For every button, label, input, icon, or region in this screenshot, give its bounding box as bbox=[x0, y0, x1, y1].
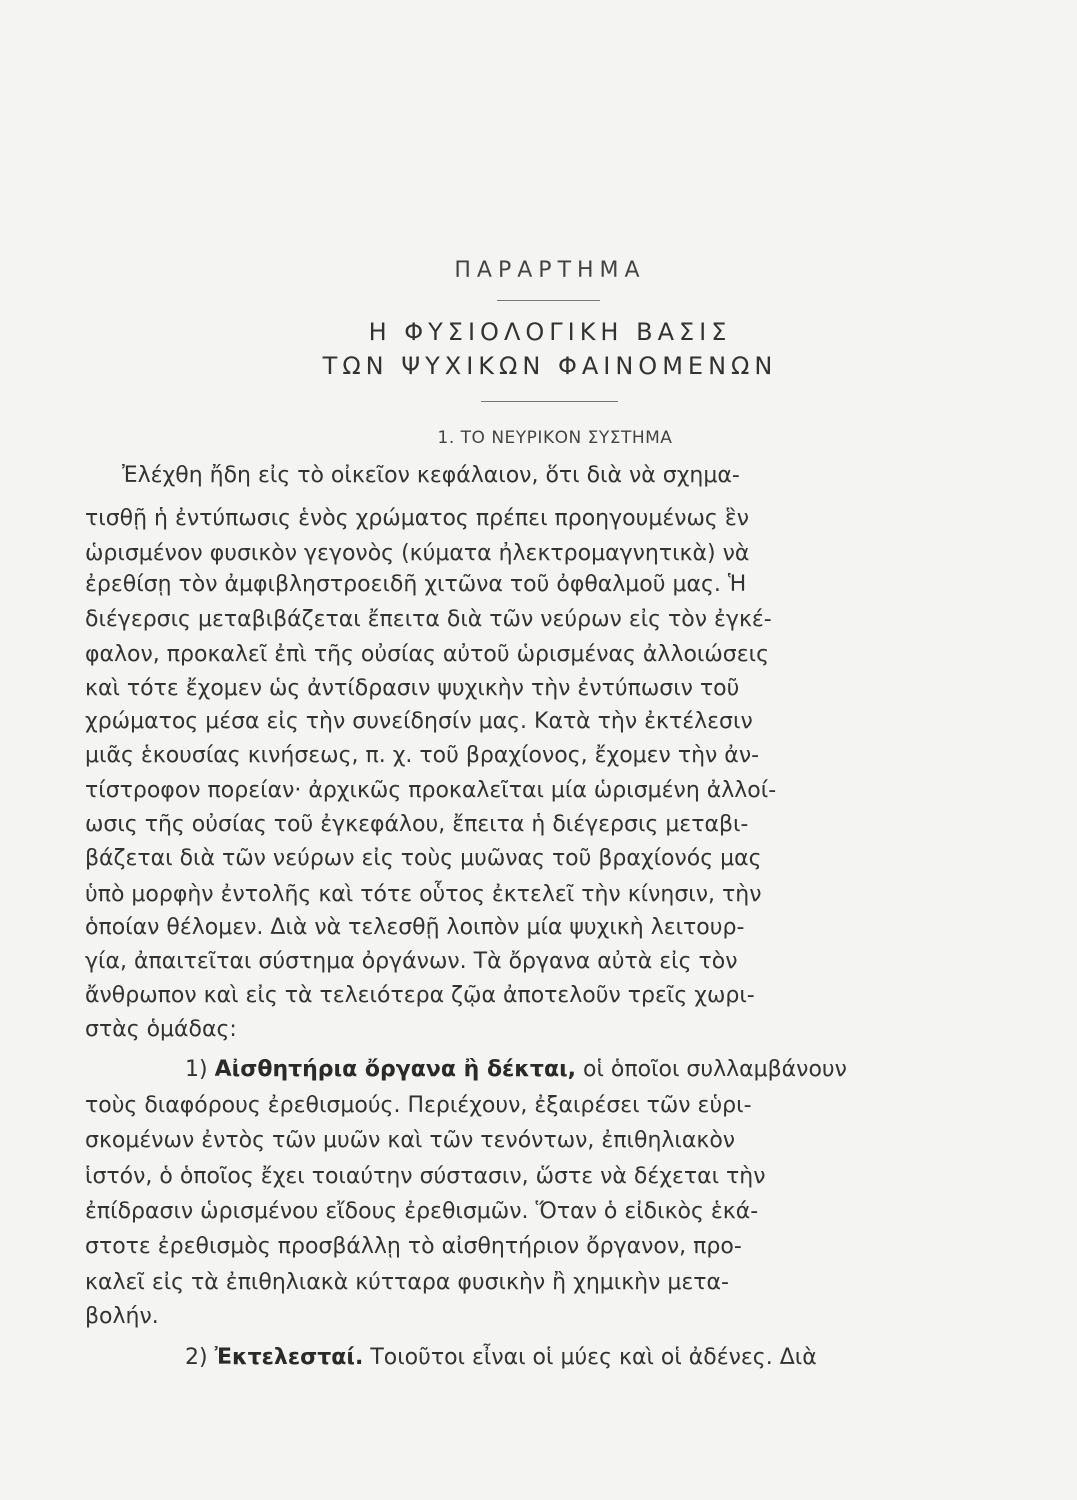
section-heading: 1. ΤΟ ΝΕΥΡΙΚΟΝ ΣΥΣΤΗΜΑ bbox=[437, 428, 673, 448]
text-line: τοὺς διαφόρους ἐρεθισμούς. Περιέχουν, ἐξαιρέσει τῶν εὑρι- bbox=[85, 1093, 752, 1118]
list-item-text: οἱ ὁποῖοι συλλαμβάνουν bbox=[583, 1057, 847, 1082]
list-item-term: Αἰσθητήρια ὄργανα ἢ δέκται, bbox=[214, 1057, 577, 1082]
text-line: καλεῖ εἰς τὰ ἐπιθηλιακὰ κύτταρα φυσικὴν ἢ χημικὴν μετα- bbox=[85, 1270, 729, 1295]
text-line: βολήν. bbox=[85, 1304, 159, 1329]
list-item-text: Τοιοῦτοι εἶναι οἱ μύες καὶ οἱ ἀδένες. Διὰ bbox=[370, 1345, 817, 1370]
list-item-number: 1) bbox=[185, 1057, 208, 1082]
text-line: γία, ἀπαιτεῖται σύστημα ὀργάνων. Τὰ ὄργανα αὐτὰ εἰς τὸν bbox=[85, 949, 738, 974]
text-line: ἐπίδρασιν ὡρισμένου εἴδους ἐρεθισμῶν. Ὅταν ὁ εἰδικὸς ἑκά- bbox=[85, 1199, 759, 1224]
text-line: ἐρεθίσῃ τὸν ἀμφιβληστροειδῆ χιτῶνα τοῦ ὀφθαλμοῦ μας. Ἡ bbox=[85, 572, 747, 597]
text-line: Ἐλέχθη ἤδη εἰς τὸ οἰκεῖον κεφάλαιον, ὅτι διὰ νὰ σχημα- bbox=[122, 463, 740, 488]
text-line: ὡρισμένον φυσικὸν γεγονὸς (κύματα ἠλεκτρομαγνητικὰ) νὰ bbox=[85, 541, 750, 566]
text-line: σκομένων ἐντὸς τῶν μυῶν καὶ τῶν τενόντων, ἐπιθηλιακὸν bbox=[85, 1128, 736, 1153]
text-line: μιᾶς ἑκουσίας κινήσεως, π. χ. τοῦ βραχίονος, ἔχομεν τὴν ἀν- bbox=[85, 743, 760, 768]
text-line: ὑπὸ μορφὴν ἐντολῆς καὶ τότε οὗτος ἐκτελεῖ τὴν κίνησιν, τὴν bbox=[85, 882, 762, 907]
text-line: ὁποίαν θέλομεν. Διὰ νὰ τελεσθῇ λοιπὸν μία ψυχικὴ λειτουρ- bbox=[85, 915, 745, 940]
text-line: στὰς ὁμάδας: bbox=[85, 1017, 237, 1042]
appendix-title: ΠΑΡΑΡΤΗΜΑ bbox=[454, 258, 646, 283]
divider-rule bbox=[481, 401, 618, 402]
text-line: ἱστόν, ὁ ὁποῖος ἔχει τοιαύτην σύστασιν, ὥστε νὰ δέχεται τὴν bbox=[85, 1164, 766, 1189]
text-line: βάζεται διὰ τῶν νεύρων εἰς τοὺς μυῶνας τοῦ βραχίονός μας bbox=[85, 846, 762, 871]
text-line: ωσις τῆς οὐσίας τοῦ ἐγκεφάλου, ἔπειτα ἡ διέγερσις μεταβι- bbox=[85, 812, 749, 837]
title-line-1: Η ΦΥΣΙΟΛΟΓΙΚΗ ΒΑΣΙΣ bbox=[368, 318, 732, 346]
text-line: ἄνθρωπον καὶ εἰς τὰ τελειότερα ζῷα ἀποτελοῦν τρεῖς χωρι- bbox=[85, 983, 755, 1008]
list-item-effectors bbox=[185, 1343, 817, 1373]
text-line: τισθῇ ἡ ἐντύπωσις ἑνὸς χρώματος πρέπει προηγουμένως ἓν bbox=[85, 506, 750, 531]
list-item-term: Ἐκτελεσταί. bbox=[214, 1345, 364, 1370]
text-line: στοτε ἐρεθισμὸς προσβάλλῃ τὸ αἰσθητήριον ὄργανον, προ- bbox=[85, 1234, 742, 1259]
list-item-number: 2) bbox=[185, 1345, 208, 1370]
title-line-2: ΤΩΝ ΨΥΧΙΚΩΝ ΦΑΙΝΟΜΕΝΩΝ bbox=[322, 352, 778, 380]
text-line: τίστροφον πορείαν· ἀρχικῶς προκαλεῖται μία ὡρισμένη ἀλλοί- bbox=[85, 778, 777, 803]
text-line: φαλον, προκαλεῖ ἐπὶ τῆς οὐσίας αὐτοῦ ὡρισμένας ἀλλοιώσεις bbox=[85, 642, 769, 667]
text-line: διέγερσις μεταβιβάζεται ἔπειτα διὰ τῶν νεύρων εἰς τὸν ἐγκέ- bbox=[85, 607, 772, 632]
text-line: καὶ τότε ἔχομεν ὡς ἀντίδρασιν ψυχικὴν τὴν ἐντύπωσιν τοῦ bbox=[85, 676, 740, 701]
text-line: χρώματος μέσα εἰς τὴν συνείδησίν μας. Κατὰ τὴν ἐκτέλεσιν bbox=[85, 709, 753, 734]
list-item-sense-organs bbox=[185, 1055, 847, 1085]
divider-rule bbox=[497, 300, 600, 301]
